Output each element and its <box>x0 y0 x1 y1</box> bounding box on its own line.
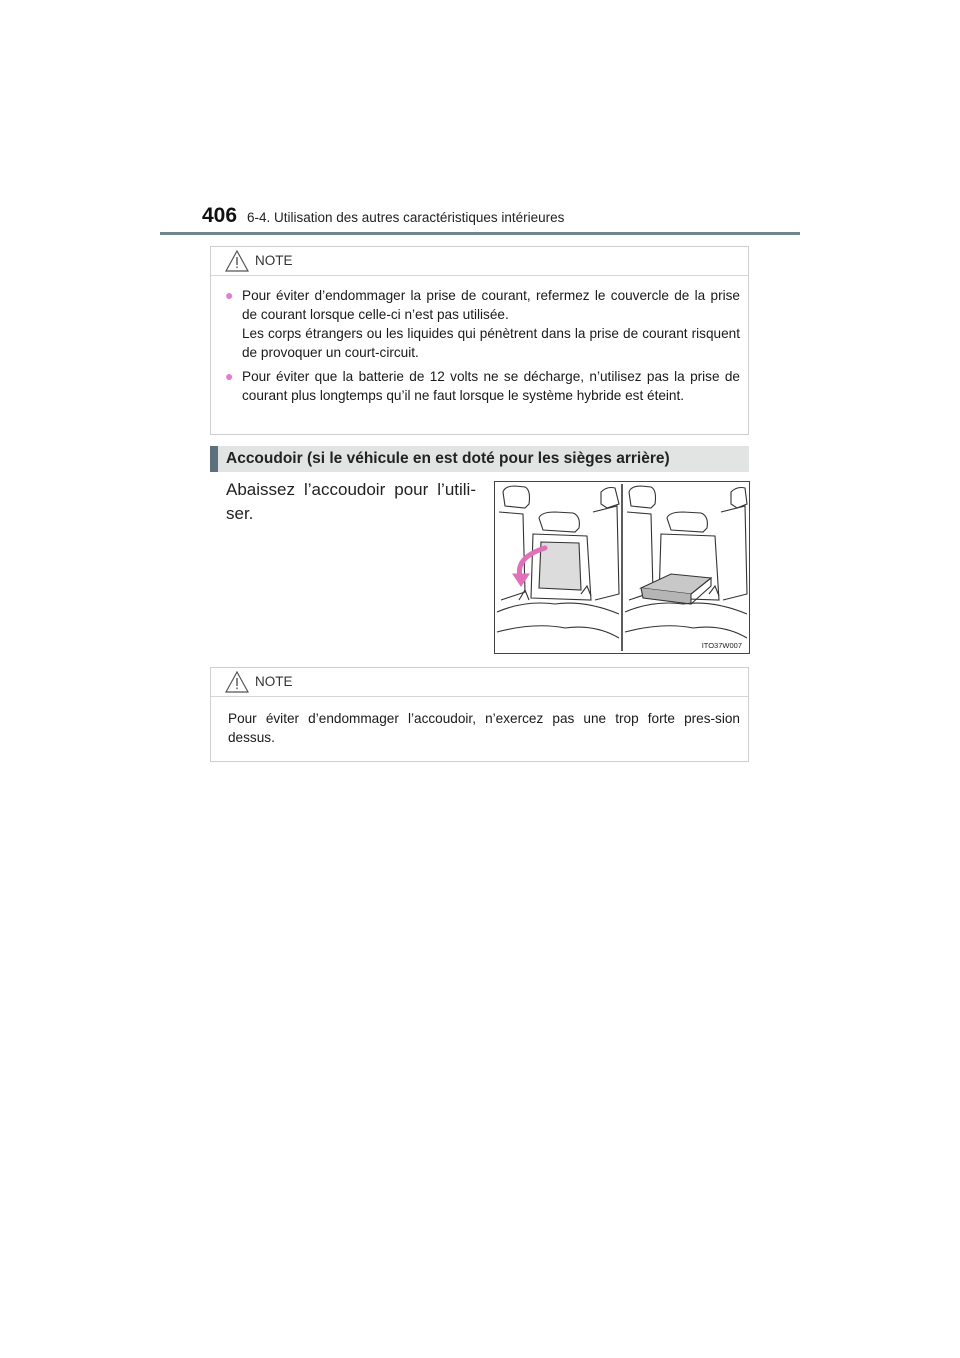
note-label: NOTE <box>255 674 293 689</box>
note-header <box>211 668 748 697</box>
note-bullet-outlet-cover <box>225 286 740 362</box>
bullet-icon: ● <box>225 368 234 384</box>
note-text: Pour éviter que la batterie de 12 volts ne se décharge, n’utilisez pas la prise de courant plus longtemps qu’il ne faut lorsque le système hybride est éteint. <box>242 369 740 403</box>
note-text: Les corps étrangers ou les liquides qui pénètrent dans la prise de courant risquent de provoquer un court-circuit. <box>242 326 740 360</box>
armrest-illustration <box>494 481 750 654</box>
section-title: 6-4. Utilisation des autres caractéristiques intérieures <box>247 210 565 225</box>
note-text: Pour éviter d’endommager la prise de courant, refermez le couvercle de la prise de courant lorsque celle-ci n’est pas utilisée. <box>242 288 740 322</box>
bullet-icon: ● <box>225 287 234 303</box>
note-box-armrest <box>210 667 749 762</box>
note-body <box>211 276 748 422</box>
figure-code: ITO37W007 <box>701 641 742 650</box>
armrest-heading: Accoudoir (si le véhicule en est doté pour les sièges arrière) <box>210 446 749 472</box>
note-body <box>211 697 748 759</box>
note-label: NOTE <box>255 253 293 268</box>
note-bullet-battery <box>225 367 740 405</box>
note-text: Pour éviter d’endommager l’accoudoir, n’exercez pas une trop forte pres-sion dessus. <box>228 711 740 745</box>
armrest-instruction: Abaissez l’accoudoir pour l’utili-ser. <box>226 480 476 523</box>
armrest-lowered-panel <box>625 486 747 638</box>
note-box-power-outlet <box>210 246 749 435</box>
page-number: 406 <box>202 204 238 227</box>
note-header <box>211 247 748 276</box>
armrest-drawing <box>495 482 749 653</box>
header-rule <box>160 232 800 235</box>
warning-triangle-icon <box>225 250 249 272</box>
armrest-raised-panel <box>497 486 619 638</box>
warning-triangle-icon <box>225 671 249 693</box>
